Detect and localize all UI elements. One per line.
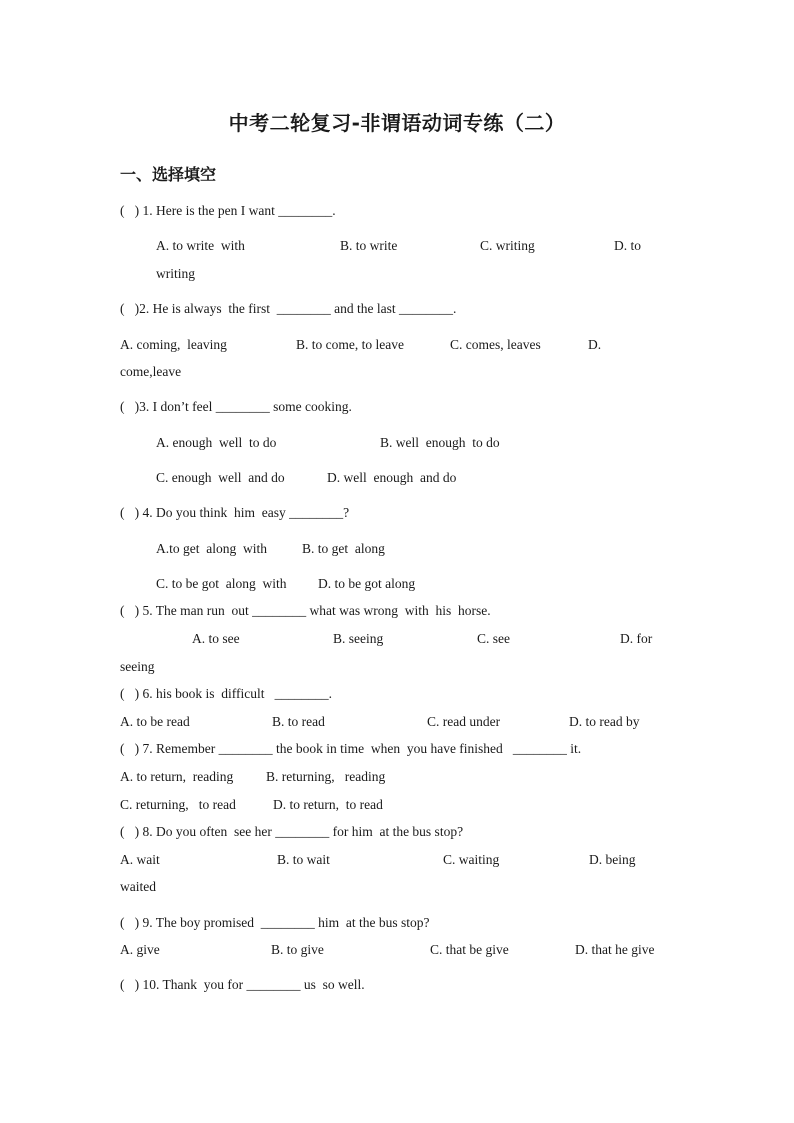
page-title: 中考二轮复习-非谓语动词专练（二）: [228, 111, 566, 135]
question-7-option-b: B. returning, reading: [266, 769, 386, 784]
question-4-option-b: B. to get along: [302, 541, 385, 556]
question-4-stem: ( ) 4. Do you think him easy ________?: [120, 505, 350, 520]
question-3-option-a: A. enough well to do: [156, 435, 277, 450]
question-9-stem: ( ) 9. The boy promised ________ him at the bus stop?: [120, 915, 430, 930]
question-8-option-c: C. waiting: [443, 852, 500, 867]
question-6-option-c: C. read under: [427, 714, 501, 729]
question-1-option-a: A. to write with: [156, 238, 245, 253]
question-7-option-a: A. to return, reading: [120, 769, 234, 784]
question-6-option-a: A. to be read: [120, 714, 190, 729]
question-6-stem: ( ) 6. his book is difficult ________.: [120, 686, 332, 701]
question-2-option-a: A. coming, leaving: [120, 337, 227, 352]
question-9-option-c: C. that be give: [430, 942, 509, 957]
question-1-option-d: D. to: [614, 238, 641, 253]
question-2-option-d: D.: [588, 337, 602, 352]
question-1-option-b: B. to write: [340, 238, 398, 253]
question-7-option-c: C. returning, to read: [120, 797, 236, 812]
question-10-stem: ( ) 10. Thank you for ________ us so well.: [120, 977, 365, 992]
question-7-stem: ( ) 7. Remember ________ the book in time when you have finished ________ it.: [120, 741, 582, 756]
question-5-option-a: A. to see: [192, 631, 240, 646]
question-2-stem: ( )2. He is always the first ________ and the last ________.: [120, 301, 457, 316]
question-4-option-d: D. to be got along: [318, 576, 416, 591]
question-5-stem: ( ) 5. The man run out ________ what was wrong with his horse.: [120, 603, 491, 618]
question-3-option-c: C. enough well and do: [156, 470, 285, 485]
question-7-option-d: D. to return, to read: [273, 797, 383, 812]
question-8-option-d-wrap: waited: [120, 879, 156, 894]
question-1-stem: ( ) 1. Here is the pen I want ________.: [120, 203, 336, 218]
question-2-option-d-wrap: come,leave: [120, 364, 182, 379]
question-5-option-c: C. see: [477, 631, 510, 646]
question-3-option-d: D. well enough and do: [327, 470, 457, 485]
question-6-option-d: D. to read by: [569, 714, 640, 729]
question-1-option-c: C. writing: [480, 238, 535, 253]
question-4-option-c: C. to be got along with: [156, 576, 287, 591]
question-8-option-b: B. to wait: [277, 852, 330, 867]
question-3-stem: ( )3. I don’t feel ________ some cooking.: [120, 399, 352, 414]
question-9-option-d: D. that he give: [575, 942, 655, 957]
question-5-option-b: B. seeing: [333, 631, 384, 646]
question-4-option-a: A.to get along with: [156, 541, 267, 556]
question-3-option-b: B. well enough to do: [380, 435, 500, 450]
question-2-option-c: C. comes, leaves: [450, 337, 541, 352]
question-2-option-b: B. to come, to leave: [296, 337, 404, 352]
section-heading: 一、选择填空: [120, 165, 217, 184]
question-9-option-b: B. to give: [271, 942, 324, 957]
question-8-stem: ( ) 8. Do you often see her ________ for him at the bus stop?: [120, 824, 464, 839]
question-8-option-d: D. being: [589, 852, 636, 867]
question-5-option-d: D. for: [620, 631, 653, 646]
question-5-option-d-wrap: seeing: [120, 659, 155, 674]
question-1-option-d-wrap: writing: [156, 266, 195, 281]
question-9-option-a: A. give: [120, 942, 160, 957]
question-6-option-b: B. to read: [272, 714, 325, 729]
question-8-option-a: A. wait: [120, 852, 160, 867]
